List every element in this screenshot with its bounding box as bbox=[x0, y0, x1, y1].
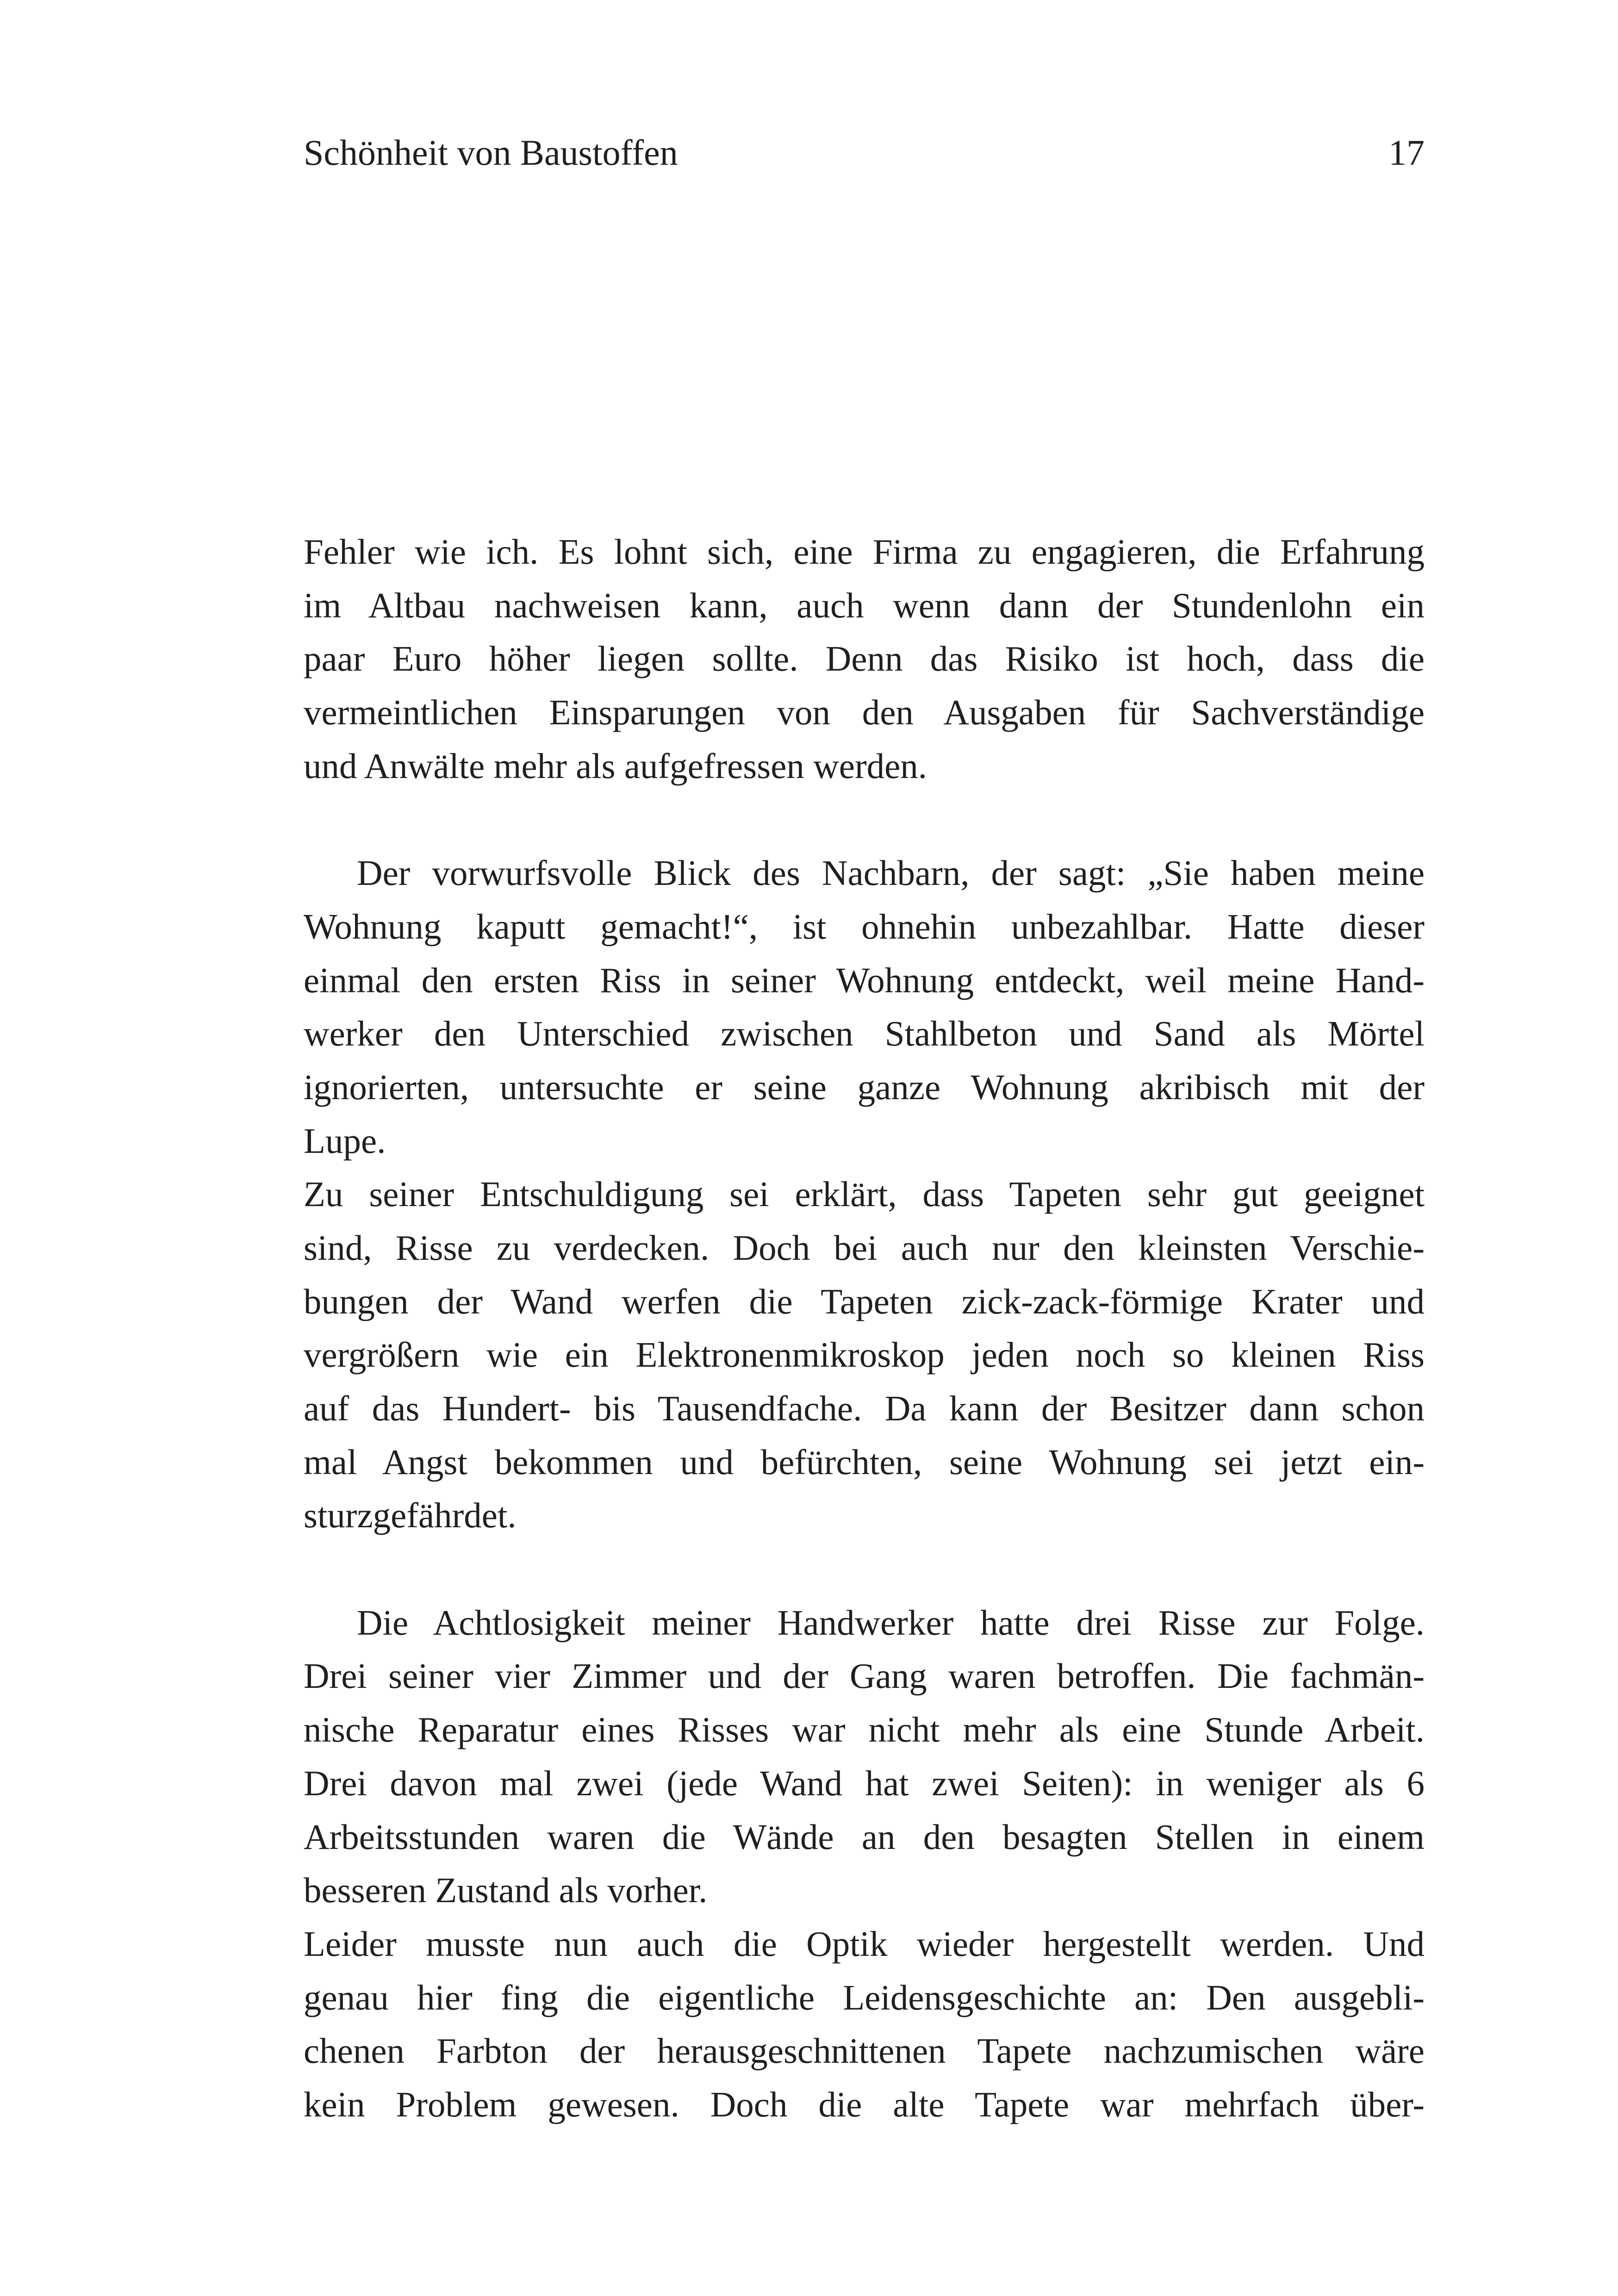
text-line: auf das Hundert- bis Tausendfache. Da kann der Besitzer dann schon bbox=[304, 1388, 1425, 1428]
text-line: und Anwälte mehr als aufgefressen werden. bbox=[304, 746, 927, 786]
page-number: 17 bbox=[1388, 132, 1425, 173]
paragraph-1 bbox=[304, 525, 1425, 793]
text-line: vermeintlichen Einsparungen von den Ausgaben für Sachverständige bbox=[304, 692, 1425, 733]
text-line: chenen Farbton der herausgeschnittenen Tapete nachzumischen wäre bbox=[304, 2031, 1425, 2071]
text-line: Drei seiner vier Zimmer und der Gang waren betroffen. Die fachmän- bbox=[304, 1656, 1425, 1696]
paragraph-5 bbox=[304, 1917, 1425, 2132]
text-line: kein Problem gewesen. Doch die alte Tapete war mehrfach über- bbox=[304, 2084, 1425, 2124]
text-line: sind, Risse zu verdecken. Doch bei auch nur den kleinsten Verschie- bbox=[304, 1227, 1425, 1268]
text-line: nische Reparatur eines Risses war nicht mehr als eine Stunde Arbeit. bbox=[304, 1710, 1425, 1750]
header-title: Schönheit von Baustoffen bbox=[304, 132, 678, 173]
text-line: genau hier fing die eigentliche Leidensgeschichte an: Den ausgebli- bbox=[304, 1977, 1425, 2017]
text-line: werker den Unterschied zwischen Stahlbeton und Sand als Mörtel bbox=[304, 1014, 1425, 1054]
text-line: mal Angst bekommen und befürchten, seine Wohnung sei jetzt ein- bbox=[304, 1442, 1425, 1482]
text-line: sturzgefährdet. bbox=[304, 1495, 517, 1536]
text-line: Die Achtlosigkeit meiner Handwerker hatte drei Risse zur Folge. bbox=[357, 1602, 1425, 1643]
running-header bbox=[304, 127, 1425, 178]
text-line: Drei davon mal zwei (jede Wand hat zwei Seiten): in weniger als 6 bbox=[304, 1763, 1425, 1803]
paragraph-2 bbox=[304, 846, 1425, 1168]
text-line: paar Euro höher liegen sollte. Denn das Risiko ist hoch, dass die bbox=[304, 639, 1425, 679]
body-text bbox=[304, 525, 1425, 2132]
text-line: im Altbau nachweisen kann, auch wenn dann der Stundenlohn ein bbox=[304, 585, 1425, 625]
text-line: Leider musste nun auch die Optik wieder hergestellt werden. Und bbox=[304, 1923, 1425, 1964]
text-line: vergrößern wie ein Elektronenmikroskop jeden noch so kleinen Riss bbox=[304, 1335, 1425, 1375]
paragraph-4 bbox=[304, 1596, 1425, 1917]
text-line: Lupe. bbox=[304, 1120, 386, 1161]
text-line: einmal den ersten Riss in seiner Wohnung entdeckt, weil meine Hand- bbox=[304, 960, 1425, 1000]
text-line: ignorierten, untersuchte er seine ganze Wohnung akribisch mit der bbox=[304, 1067, 1425, 1107]
text-line: Zu seiner Entschuldigung sei erklärt, dass Tapeten sehr gut geeignet bbox=[304, 1174, 1425, 1214]
text-line: Arbeitsstunden waren die Wände an den besagten Stellen in einem bbox=[304, 1817, 1425, 1857]
paragraph-3 bbox=[304, 1168, 1425, 1543]
text-line: besseren Zustand als vorher. bbox=[304, 1870, 708, 1910]
text-line: bungen der Wand werfen die Tapeten zick-zack-förmige Krater und bbox=[304, 1281, 1425, 1321]
text-line: Fehler wie ich. Es lohnt sich, eine Firma zu engagieren, die Erfahrung bbox=[304, 532, 1425, 572]
text-line: Der vorwurfsvolle Blick des Nachbarn, der sagt: „Sie haben meine bbox=[357, 853, 1425, 893]
text-line: Wohnung kaputt gemacht!“, ist ohnehin unbezahlbar. Hatte dieser bbox=[304, 906, 1425, 946]
